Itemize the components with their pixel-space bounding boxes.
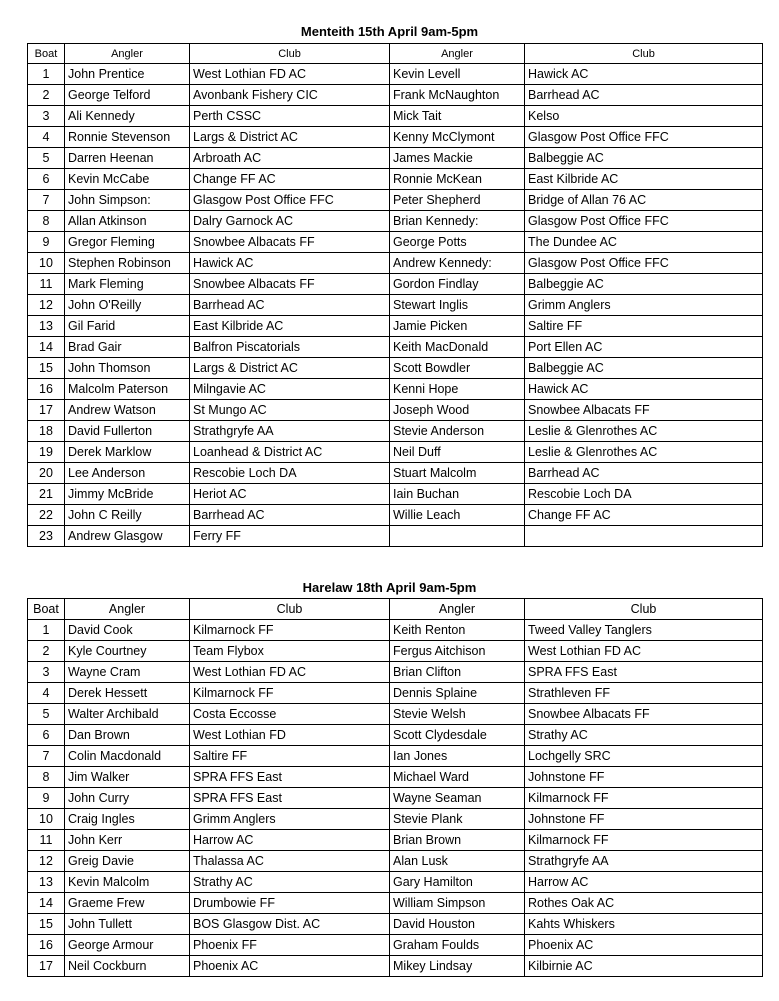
boat-number: 4: [28, 127, 65, 148]
table-row: [28, 767, 763, 788]
table-row: [28, 788, 763, 809]
angler-name: Allan Atkinson: [65, 211, 190, 232]
club-name: Bridge of Allan 76 AC: [525, 190, 763, 211]
boat-number: 11: [28, 274, 65, 295]
angler-name: Kevin McCabe: [65, 169, 190, 190]
club-name: Snowbee Albacats FF: [190, 232, 390, 253]
angler-name: Jim Walker: [65, 767, 190, 788]
angler-name: Keith Renton: [390, 620, 525, 641]
angler-name: Gregor Fleming: [65, 232, 190, 253]
angler-name: Iain Buchan: [390, 484, 525, 505]
boat-number: 6: [28, 169, 65, 190]
angler-name: John Kerr: [65, 830, 190, 851]
boat-number: 15: [28, 914, 65, 935]
angler-name: Graeme Frew: [65, 893, 190, 914]
boat-number: 4: [28, 683, 65, 704]
angler-name: Andrew Kennedy:: [390, 253, 525, 274]
angler-name: Frank McNaughton: [390, 85, 525, 106]
angler-name: Brian Clifton: [390, 662, 525, 683]
club-name: BOS Glasgow Dist. AC: [190, 914, 390, 935]
club-name: West Lothian FD AC: [190, 64, 390, 85]
boat-number: 14: [28, 893, 65, 914]
table-row: [28, 484, 763, 505]
angler-name: David Cook: [65, 620, 190, 641]
angler-name: Mick Tait: [390, 106, 525, 127]
table-row: [28, 232, 763, 253]
club-name: Grimm Anglers: [190, 809, 390, 830]
angler-name: Walter Archibald: [65, 704, 190, 725]
table-header-row: [28, 44, 763, 64]
table-row: [28, 190, 763, 211]
angler-name: Gil Farid: [65, 316, 190, 337]
angler-name: Malcolm Paterson: [65, 379, 190, 400]
club-name: Saltire FF: [190, 746, 390, 767]
club-name: Johnstone FF: [525, 809, 763, 830]
club-name: Snowbee Albacats FF: [525, 704, 763, 725]
boat-number: 19: [28, 442, 65, 463]
club-name: Harrow AC: [190, 830, 390, 851]
angler-name: Kenni Hope: [390, 379, 525, 400]
boat-number: 16: [28, 379, 65, 400]
angler-name: Joseph Wood: [390, 400, 525, 421]
club-name: East Kilbride AC: [190, 316, 390, 337]
club-name: Change FF AC: [190, 169, 390, 190]
table-row: [28, 295, 763, 316]
table-header-row: [28, 599, 763, 620]
club-name: Saltire FF: [525, 316, 763, 337]
club-name: Strathy AC: [190, 872, 390, 893]
table-row: [28, 830, 763, 851]
boat-number: 3: [28, 106, 65, 127]
club-name: West Lothian FD AC: [190, 662, 390, 683]
boat-number: 13: [28, 316, 65, 337]
angler-name: Dennis Splaine: [390, 683, 525, 704]
angler-name: George Telford: [65, 85, 190, 106]
angler-name: Stuart Malcolm: [390, 463, 525, 484]
boat-number: 1: [28, 64, 65, 85]
boat-number: 18: [28, 421, 65, 442]
club-name: Kilmarnock FF: [525, 788, 763, 809]
menteith-section-title: Menteith 15th April 9am-5pm: [300, 24, 479, 39]
angler-name: John C Reilly: [65, 505, 190, 526]
table-row: [28, 379, 763, 400]
angler-name: Darren Heenan: [65, 148, 190, 169]
angler-name: Willie Leach: [390, 505, 525, 526]
table-row: [28, 421, 763, 442]
angler-name: John Tullett: [65, 914, 190, 935]
club-name: Phoenix AC: [190, 956, 390, 977]
angler-name: Stewart Inglis: [390, 295, 525, 316]
club-name: Hawick AC: [190, 253, 390, 274]
table-row: [28, 148, 763, 169]
club-name: Kelso: [525, 106, 763, 127]
club-name: Glasgow Post Office FFC: [525, 253, 763, 274]
harelaw-section-title: Harelaw 18th April 9am-5pm: [302, 580, 477, 595]
angler-name: Alan Lusk: [390, 851, 525, 872]
angler-name: Gary Hamilton: [390, 872, 525, 893]
table-row: [28, 851, 763, 872]
club-name: Strathy AC: [525, 725, 763, 746]
angler-name: John Simpson:: [65, 190, 190, 211]
club-name: Milngavie AC: [190, 379, 390, 400]
club-name: Barrhead AC: [190, 295, 390, 316]
angler-name: Dan Brown: [65, 725, 190, 746]
boat-number: 12: [28, 295, 65, 316]
club-name: Balbeggie AC: [525, 274, 763, 295]
boat-number: 8: [28, 767, 65, 788]
boat-number: 6: [28, 725, 65, 746]
angler-name: Craig Ingles: [65, 809, 190, 830]
table-row: [28, 505, 763, 526]
table-row: [28, 463, 763, 484]
table-row: [28, 127, 763, 148]
header-club: Club: [190, 599, 390, 620]
angler-name: Graham Foulds: [390, 935, 525, 956]
club-name: Tweed Valley Tanglers: [525, 620, 763, 641]
club-name: Leslie & Glenrothes AC: [525, 421, 763, 442]
table-row: [28, 316, 763, 337]
angler-name: James Mackie: [390, 148, 525, 169]
angler-name: Ali Kennedy: [65, 106, 190, 127]
club-name: Glasgow Post Office FFC: [525, 127, 763, 148]
boat-number: 2: [28, 641, 65, 662]
club-name: Avonbank Fishery CIC: [190, 85, 390, 106]
angler-name: Michael Ward: [390, 767, 525, 788]
boat-number: 13: [28, 872, 65, 893]
table-row: [28, 526, 763, 547]
table-row: [28, 442, 763, 463]
club-name: [525, 526, 763, 547]
angler-name: Scott Clydesdale: [390, 725, 525, 746]
table-row: [28, 337, 763, 358]
club-name: Ferry FF: [190, 526, 390, 547]
club-name: Snowbee Albacats FF: [190, 274, 390, 295]
table-row: [28, 620, 763, 641]
club-name: Glasgow Post Office FFC: [190, 190, 390, 211]
club-name: Heriot AC: [190, 484, 390, 505]
club-name: Arbroath AC: [190, 148, 390, 169]
angler-name: [390, 526, 525, 547]
angler-name: Kenny McClymont: [390, 127, 525, 148]
header-angler: Angler: [390, 599, 525, 620]
club-name: SPRA FFS East: [190, 767, 390, 788]
header-angler: Angler: [390, 44, 525, 64]
club-name: Balfron Piscatorials: [190, 337, 390, 358]
table-row: [28, 914, 763, 935]
table-row: [28, 704, 763, 725]
angler-name: Brad Gair: [65, 337, 190, 358]
table-row: [28, 169, 763, 190]
club-name: Barrhead AC: [525, 463, 763, 484]
angler-name: Lee Anderson: [65, 463, 190, 484]
header-club: Club: [525, 44, 763, 64]
angler-name: Brian Kennedy:: [390, 211, 525, 232]
club-name: Rescobie Loch DA: [190, 463, 390, 484]
table-row: [28, 64, 763, 85]
club-name: Kilmarnock FF: [190, 683, 390, 704]
boat-number: 9: [28, 788, 65, 809]
boat-number: 7: [28, 190, 65, 211]
header-club: Club: [525, 599, 763, 620]
angler-name: Andrew Watson: [65, 400, 190, 421]
header-boat: Boat: [28, 44, 65, 64]
club-name: Kilmarnock FF: [190, 620, 390, 641]
club-name: Phoenix AC: [525, 935, 763, 956]
club-name: Leslie & Glenrothes AC: [525, 442, 763, 463]
boat-number: 16: [28, 935, 65, 956]
angler-name: Stevie Welsh: [390, 704, 525, 725]
boat-number: 17: [28, 956, 65, 977]
angler-name: Gordon Findlay: [390, 274, 525, 295]
angler-name: David Fullerton: [65, 421, 190, 442]
club-name: Thalassa AC: [190, 851, 390, 872]
angler-name: Ronnie Stevenson: [65, 127, 190, 148]
club-name: Loanhead & District AC: [190, 442, 390, 463]
boat-number: 5: [28, 704, 65, 725]
angler-name: Fergus Aitchison: [390, 641, 525, 662]
club-name: Kilbirnie AC: [525, 956, 763, 977]
boat-number: 10: [28, 253, 65, 274]
angler-name: John Thomson: [65, 358, 190, 379]
angler-name: Stephen Robinson: [65, 253, 190, 274]
club-name: The Dundee AC: [525, 232, 763, 253]
header-angler: Angler: [65, 44, 190, 64]
angler-name: Neil Cockburn: [65, 956, 190, 977]
boat-number: 2: [28, 85, 65, 106]
club-name: Kilmarnock FF: [525, 830, 763, 851]
club-name: Barrhead AC: [190, 505, 390, 526]
table-row: [28, 956, 763, 977]
table-row: [28, 725, 763, 746]
angler-name: Jimmy McBride: [65, 484, 190, 505]
boat-number: 1: [28, 620, 65, 641]
table-row: [28, 85, 763, 106]
boat-number: 17: [28, 400, 65, 421]
harelaw-draw-table: [27, 598, 763, 977]
club-name: Team Flybox: [190, 641, 390, 662]
club-name: Kahts Whiskers: [525, 914, 763, 935]
header-angler: Angler: [65, 599, 190, 620]
angler-name: Brian Brown: [390, 830, 525, 851]
table-row: [28, 683, 763, 704]
club-name: Rescobie Loch DA: [525, 484, 763, 505]
club-name: Drumbowie FF: [190, 893, 390, 914]
angler-name: Ian Jones: [390, 746, 525, 767]
table-row: [28, 872, 763, 893]
club-name: Glasgow Post Office FFC: [525, 211, 763, 232]
boat-number: 21: [28, 484, 65, 505]
table-row: [28, 400, 763, 421]
angler-name: Wayne Seaman: [390, 788, 525, 809]
club-name: Costa Eccosse: [190, 704, 390, 725]
boat-number: 3: [28, 662, 65, 683]
boat-number: 10: [28, 809, 65, 830]
club-name: SPRA FFS East: [525, 662, 763, 683]
club-name: Dalry Garnock AC: [190, 211, 390, 232]
angler-name: Derek Hessett: [65, 683, 190, 704]
club-name: Rothes Oak AC: [525, 893, 763, 914]
club-name: Strathgryfe AA: [190, 421, 390, 442]
angler-name: Kevin Levell: [390, 64, 525, 85]
table-row: [28, 935, 763, 956]
angler-name: John Prentice: [65, 64, 190, 85]
club-name: Largs & District AC: [190, 127, 390, 148]
club-name: Perth CSSC: [190, 106, 390, 127]
club-name: Snowbee Albacats FF: [525, 400, 763, 421]
angler-name: Kevin Malcolm: [65, 872, 190, 893]
club-name: Change FF AC: [525, 505, 763, 526]
table-row: [28, 211, 763, 232]
club-name: Lochgelly SRC: [525, 746, 763, 767]
angler-name: Ronnie McKean: [390, 169, 525, 190]
angler-name: Colin Macdonald: [65, 746, 190, 767]
angler-name: George Armour: [65, 935, 190, 956]
table-row: [28, 809, 763, 830]
angler-name: John Curry: [65, 788, 190, 809]
angler-name: David Houston: [390, 914, 525, 935]
angler-name: Jamie Picken: [390, 316, 525, 337]
club-name: Johnstone FF: [525, 767, 763, 788]
club-name: Hawick AC: [525, 64, 763, 85]
club-name: Port Ellen AC: [525, 337, 763, 358]
angler-name: George Potts: [390, 232, 525, 253]
club-name: Strathgryfe AA: [525, 851, 763, 872]
club-name: East Kilbride AC: [525, 169, 763, 190]
table-row: [28, 358, 763, 379]
club-name: West Lothian FD AC: [525, 641, 763, 662]
club-name: West Lothian FD: [190, 725, 390, 746]
boat-number: 20: [28, 463, 65, 484]
angler-name: Stevie Plank: [390, 809, 525, 830]
angler-name: Derek Marklow: [65, 442, 190, 463]
boat-number: 11: [28, 830, 65, 851]
club-name: Grimm Anglers: [525, 295, 763, 316]
angler-name: Mark Fleming: [65, 274, 190, 295]
angler-name: Andrew Glasgow: [65, 526, 190, 547]
club-name: Largs & District AC: [190, 358, 390, 379]
angler-name: Greig Davie: [65, 851, 190, 872]
angler-name: Wayne Cram: [65, 662, 190, 683]
boat-number: 15: [28, 358, 65, 379]
boat-number: 14: [28, 337, 65, 358]
table-row: [28, 746, 763, 767]
angler-name: William Simpson: [390, 893, 525, 914]
boat-number: 8: [28, 211, 65, 232]
menteith-draw-table: [27, 43, 763, 547]
club-name: Balbeggie AC: [525, 148, 763, 169]
table-row: [28, 893, 763, 914]
table-row: [28, 274, 763, 295]
angler-name: John O'Reilly: [65, 295, 190, 316]
boat-number: 7: [28, 746, 65, 767]
club-name: Hawick AC: [525, 379, 763, 400]
club-name: St Mungo AC: [190, 400, 390, 421]
angler-name: Stevie Anderson: [390, 421, 525, 442]
angler-name: Scott Bowdler: [390, 358, 525, 379]
angler-name: Keith MacDonald: [390, 337, 525, 358]
angler-name: Kyle Courtney: [65, 641, 190, 662]
boat-number: 5: [28, 148, 65, 169]
club-name: Barrhead AC: [525, 85, 763, 106]
angler-name: Peter Shepherd: [390, 190, 525, 211]
boat-number: 23: [28, 526, 65, 547]
club-name: Harrow AC: [525, 872, 763, 893]
angler-name: Mikey Lindsay: [390, 956, 525, 977]
header-club: Club: [190, 44, 390, 64]
boat-number: 22: [28, 505, 65, 526]
club-name: Phoenix FF: [190, 935, 390, 956]
table-row: [28, 253, 763, 274]
table-row: [28, 106, 763, 127]
club-name: Strathleven FF: [525, 683, 763, 704]
boat-number: 12: [28, 851, 65, 872]
table-row: [28, 662, 763, 683]
club-name: Balbeggie AC: [525, 358, 763, 379]
club-name: SPRA FFS East: [190, 788, 390, 809]
header-boat: Boat: [28, 599, 65, 620]
boat-number: 9: [28, 232, 65, 253]
table-row: [28, 641, 763, 662]
angler-name: Neil Duff: [390, 442, 525, 463]
